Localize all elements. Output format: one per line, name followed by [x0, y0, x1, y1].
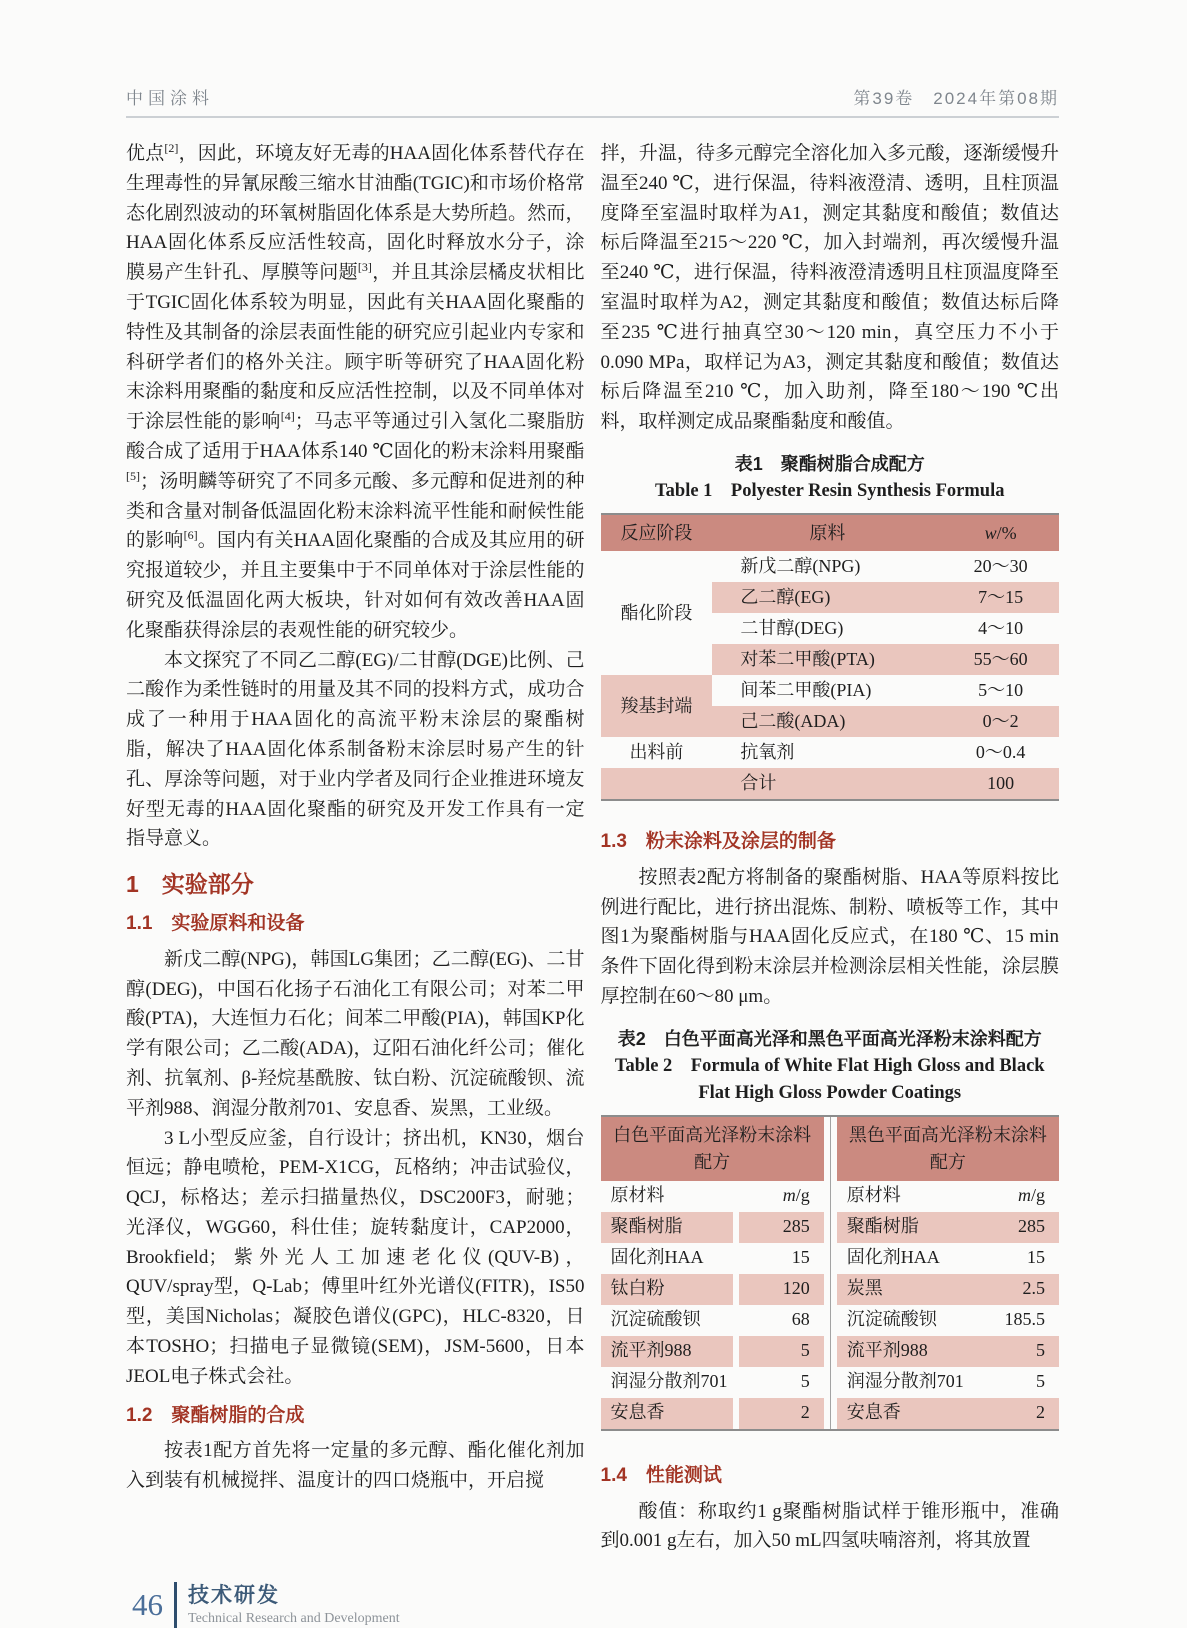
- subsection-heading-1-4: 1.4 性能测试: [600, 1464, 722, 1486]
- table2-material-cell: 安息香: [834, 1398, 969, 1429]
- table2-title-en: Table 2 Formula of White Flat High Gloss and Black Flat High Gloss Powder Coatings: [614, 1055, 1045, 1103]
- table-row: [601, 1336, 827, 1367]
- table2-group-header: 白色平面高光泽粉末涂料配方: [601, 1117, 827, 1181]
- table2-value-cell: 5: [736, 1336, 827, 1367]
- table2-value-cell: 285: [969, 1212, 1059, 1243]
- table2-material-cell: 钛白粉: [601, 1274, 737, 1305]
- table2-value-cell: 120: [736, 1274, 827, 1305]
- table2-value-cell: 15: [1027, 1247, 1045, 1268]
- table2-material-cell: 固化剂HAA: [834, 1243, 969, 1274]
- table2-value-cell: 2.5: [969, 1274, 1059, 1305]
- table1-material-cell: 间苯二甲酸(PIA): [740, 680, 872, 701]
- table1-material-cell: 对苯二甲酸(PTA): [712, 644, 942, 675]
- table-row: [834, 1274, 1059, 1305]
- journal-name: 中国涂料: [126, 89, 214, 108]
- table1-stage-cell: 酯化阶段: [620, 602, 693, 623]
- table-row: [601, 768, 1060, 799]
- table2-title-cn: 表2 白色平面高光泽和黑色平面高光泽粉末涂料配方: [617, 1028, 1042, 1049]
- table-row: [834, 1367, 1059, 1398]
- table1-value-cell: 100: [942, 768, 1059, 799]
- left-column: [126, 139, 585, 1556]
- table-row: [601, 1305, 827, 1336]
- table1-frame: [601, 513, 1060, 801]
- table2-value-cell: 185.5: [1004, 1309, 1045, 1330]
- table1-value-cell: 0～2: [942, 706, 1059, 737]
- table2-material-cell: 沉淀硫酸钡: [834, 1305, 969, 1336]
- table-row: [601, 515, 1060, 551]
- paragraph-synthesis-cont: 拌，升温，待多元醇完全溶化加入多元酸，逐渐缓慢升温至240 ℃，进行保温，待料液澄清、透明，且柱顶温度降至室温时取样为A1，测定其黏度和酸值；数值达标后降温至215～220 ℃，加入封端剂，再次缓慢升温至240 ℃，进行保温，待料液澄清透明且柱顶温度降至室温时取样为A2，测定其黏度和酸值；数值达标后降至235 ℃进行抽真空30～120 min，真空压力不小于0.090 MPa，取样记为A3，测定其黏度和酸值；数值达标后降温至210 ℃，加入助剂，降至180～190 ℃出料，取样测定成品聚酯黏度和酸值。: [600, 143, 1059, 433]
- section-heading-1: 1 实验部分: [126, 871, 254, 898]
- table2-col-header-value: m/g: [736, 1181, 827, 1212]
- table-row: [834, 1181, 1059, 1212]
- table2-value-cell: 285: [736, 1212, 827, 1243]
- table2-col-header-value: m/g: [1017, 1185, 1045, 1206]
- table1-header-value: w/%: [942, 515, 1059, 551]
- running-head: [126, 84, 1059, 118]
- table2-material-cell: 安息香: [601, 1398, 737, 1429]
- table1-material-cell: 己二酸(ADA): [712, 706, 942, 737]
- table1-value-cell: 4～10: [978, 618, 1024, 639]
- table-row: [601, 1398, 827, 1429]
- table2-material-cell: 流平剂988: [834, 1336, 969, 1367]
- table1-material-cell: 合计: [712, 768, 942, 799]
- table-row: [601, 737, 1060, 768]
- table-row: [601, 1274, 827, 1305]
- paragraph-intro-1: 优点[2]，因此，环境友好无毒的HAA固化体系替代存在生理毒性的异氰尿酸三缩水甘油酯(TGIC)和市场价格常态化剧烈波动的环氧树脂固化体系是大势所趋。然而，HAA固化体系反应活性较高，固化时释放水分子，涂膜易产生针孔、厚膜等问题[3]，并且其涂层橘皮状相比于TGIC固化体系较为明显，因此有关HAA固化聚酯的特性及其制备的涂层表面性能的研究应引起业内专家和科研学者们的格外关注。顾宇昕等研究了HAA固化粉末涂料用聚酯的黏度和反应活性控制，以及不同单体对于涂层性能的影响[4]；马志平等通过引入氢化二聚脂肪酸合成了适用于HAA体系140 ℃固化的粉末涂料用聚酯[5]；汤明麟等研究了不同多元酸、多元醇和促进剂的种类和含量对制备低温固化粉末涂料流平性能和耐候性能的影响[6]。国内有关HAA固化聚酯的合成及其应用的研究报道较少，并且主要集中于不同单体对于涂层性能的研究及低温固化两大板块，针对如何有效改善HAA固化聚酯获得涂层的表观性能的研究较少。: [126, 141, 585, 641]
- paragraph-intro-2: 本文探究了不同乙二醇(EG)/二甘醇(DGE)比例、己二酸作为柔性链时的用量及其不同的投料方式，成功合成了一种用于HAA固化的高流平粉末涂层的聚酯树脂，解决了HAA固化体系制备粉末涂层时易产生的针孔、厚涂等问题，对于业内学者及同行企业推进环境友好型无毒的HAA固化聚酯的研究及开发工作具有一定指导意义。: [126, 649, 585, 850]
- table2-material-cell: 炭黑: [834, 1274, 969, 1305]
- table2-material-cell: 流平剂988: [601, 1336, 737, 1367]
- table2-material-cell: 聚酯树脂: [834, 1212, 969, 1243]
- table2-value-cell: 2: [736, 1398, 827, 1429]
- table1-stage-cell: [601, 768, 713, 799]
- table2-value-cell: 5: [736, 1367, 827, 1398]
- table-row: [834, 1398, 1059, 1429]
- table-row: [601, 1243, 827, 1274]
- table2-value-cell: 68: [736, 1305, 827, 1336]
- table2-material-cell: 沉淀硫酸钡: [601, 1305, 737, 1336]
- table2-subtable: [601, 1117, 830, 1429]
- table2-material-cell: 固化剂HAA: [601, 1243, 737, 1274]
- table1-material-cell: 新戊二醇(NPG): [740, 556, 861, 577]
- subsection-heading-1-1: 1.1 实验原料和设备: [126, 912, 305, 934]
- table-row: [601, 1181, 827, 1212]
- citation-marker: [3]: [357, 260, 372, 275]
- table2-material-cell: 润湿分散剂701: [601, 1367, 737, 1398]
- table2-group-header: 黑色平面高光泽粉末涂料配方: [834, 1117, 1059, 1181]
- citation-marker: [4]: [280, 409, 295, 424]
- paragraph-performance-test: 酸值：称取约1 g聚酯树脂试样于锥形瓶中，准确到0.001 g左右，加入50 mL四氢呋喃溶剂，将其放置: [600, 1500, 1059, 1552]
- page-footer: [132, 1582, 1059, 1628]
- table1-material-cell: 抗氧剂: [740, 742, 795, 763]
- paragraph-equipment: 3 L小型反应釜，自行设计；挤出机，KN30，烟台恒远；静电喷枪，PEM-X1CG，瓦格纳；冲击试验仪，QCJ，标格达；差示扫描量热仪，DSC200F3，耐驰；光泽仪，WGG60，科仕佳；旋转黏度计，CAP2000，Brookfield；紫外光人工加速老化仪(QUV-B)，QUV/spray型，Q-Lab；傅里叶红外光谱仪(FITR)，IS50型，美国Nicholas；凝胶色谱仪(GPC)，HLC-8320，日本TOSHO；扫描电子显微镜(SEM)，JSM-5600，日本JEOL电子株式会社。: [126, 1127, 585, 1387]
- paragraph-materials: 新戊二醇(NPG)，韩国LG集团；乙二醇(EG)、二甘醇(DEG)，中国石化扬子石油化工有限公司；对苯二甲酸(PTA)，大连恒力石化；间苯二甲酸(PIA)，韩国KP化学有限公司；乙二酸(ADA)，辽阳石油化纤公司；催化剂、抗氧剂、β-羟烷基酰胺、钛白粉、沉淀硫酸钡、流平剂988、润湿分散剂701、安息香、炭黑，工业级。: [126, 948, 585, 1119]
- table1-stage-cell: 羧基封端: [601, 675, 713, 737]
- table1-title-cn: 表1 聚酯树脂合成配方: [734, 453, 925, 474]
- table2-value-cell: 15: [736, 1243, 827, 1274]
- table2-subtable: [830, 1117, 1059, 1429]
- table2-material-cell: 聚酯树脂: [601, 1212, 737, 1243]
- table2-value-cell: 5: [1036, 1371, 1045, 1392]
- paragraph-synthesis-start: 按表1配方首先将一定量的多元醇、酯化催化剂加入到装有机械搅拌、温度计的四口烧瓶中，开启搅: [126, 1440, 585, 1492]
- table-row: [601, 551, 1060, 582]
- table1-value-cell: 5～10: [978, 680, 1024, 701]
- table2-material-cell: 润湿分散剂701: [834, 1367, 969, 1398]
- footer-divider-bar: [174, 1582, 177, 1628]
- table1-header-material: 原料: [712, 515, 942, 551]
- issue-info: 第39卷 2024年第08期: [853, 89, 1059, 108]
- table-row: [834, 1212, 1059, 1243]
- table-row: [834, 1243, 1059, 1274]
- subsection-heading-1-3: 1.3 粉末涂料及涂层的制备: [600, 830, 836, 852]
- table1-material-cell: 乙二醇(EG): [712, 582, 942, 613]
- table1-title-en: Table 1 Polyester Resin Synthesis Formula: [655, 480, 1005, 501]
- right-column: [601, 139, 1060, 1556]
- citation-marker: [2]: [164, 141, 179, 155]
- subsection-heading-1-2: 1.2 聚酯树脂的合成: [126, 1404, 305, 1426]
- table2-col-header-material: 原材料: [834, 1181, 969, 1212]
- table1-value-cell: 55～60: [942, 644, 1059, 675]
- page-number: 46: [132, 1587, 163, 1623]
- table1-polyester-formula: [601, 515, 1060, 799]
- table2-value-cell: 2: [969, 1398, 1059, 1429]
- table1-value-cell: 7～15: [942, 582, 1059, 613]
- table1-value-cell: 20～30: [973, 556, 1028, 577]
- citation-marker: [5]: [126, 468, 140, 483]
- table2-title: [607, 1026, 1054, 1107]
- table1-title: [607, 451, 1054, 505]
- table-row: [601, 1117, 827, 1181]
- footer-section: [188, 1584, 400, 1627]
- table-row: [601, 675, 1060, 706]
- table-row: [834, 1336, 1059, 1367]
- table2-value-cell: 5: [969, 1336, 1059, 1367]
- table-row: [601, 1212, 827, 1243]
- table-row: [834, 1117, 1059, 1181]
- table1-material-cell: 二甘醇(DEG): [740, 618, 844, 639]
- table2-col-header-material: 原材料: [601, 1181, 737, 1212]
- footer-section-cn: 技术研发: [188, 1583, 280, 1607]
- paragraph-coating-prep: 按照表2配方将制备的聚酯树脂、HAA等原料按比例进行配比，进行挤出混炼、制粉、喷板等工作，其中图1为聚酯树脂与HAA固化反应式，在180 ℃、15 min条件下固化得到粉末涂层并检测涂层相关性能，涂层膜厚控制在60～80 μm。: [600, 866, 1059, 1007]
- table1-stage-cell: 出料前: [629, 742, 684, 763]
- table-row: [601, 1367, 827, 1398]
- footer-section-en: Technical Research and Development: [188, 1610, 400, 1626]
- table1-header-stage: 反应阶段: [601, 515, 713, 551]
- table-row: [834, 1305, 1059, 1336]
- citation-marker: [6]: [183, 528, 198, 543]
- table1-value-cell: 0～0.4: [975, 742, 1026, 763]
- table2-powder-coating-formula: [601, 1115, 1060, 1431]
- two-column-body: [126, 139, 1059, 1556]
